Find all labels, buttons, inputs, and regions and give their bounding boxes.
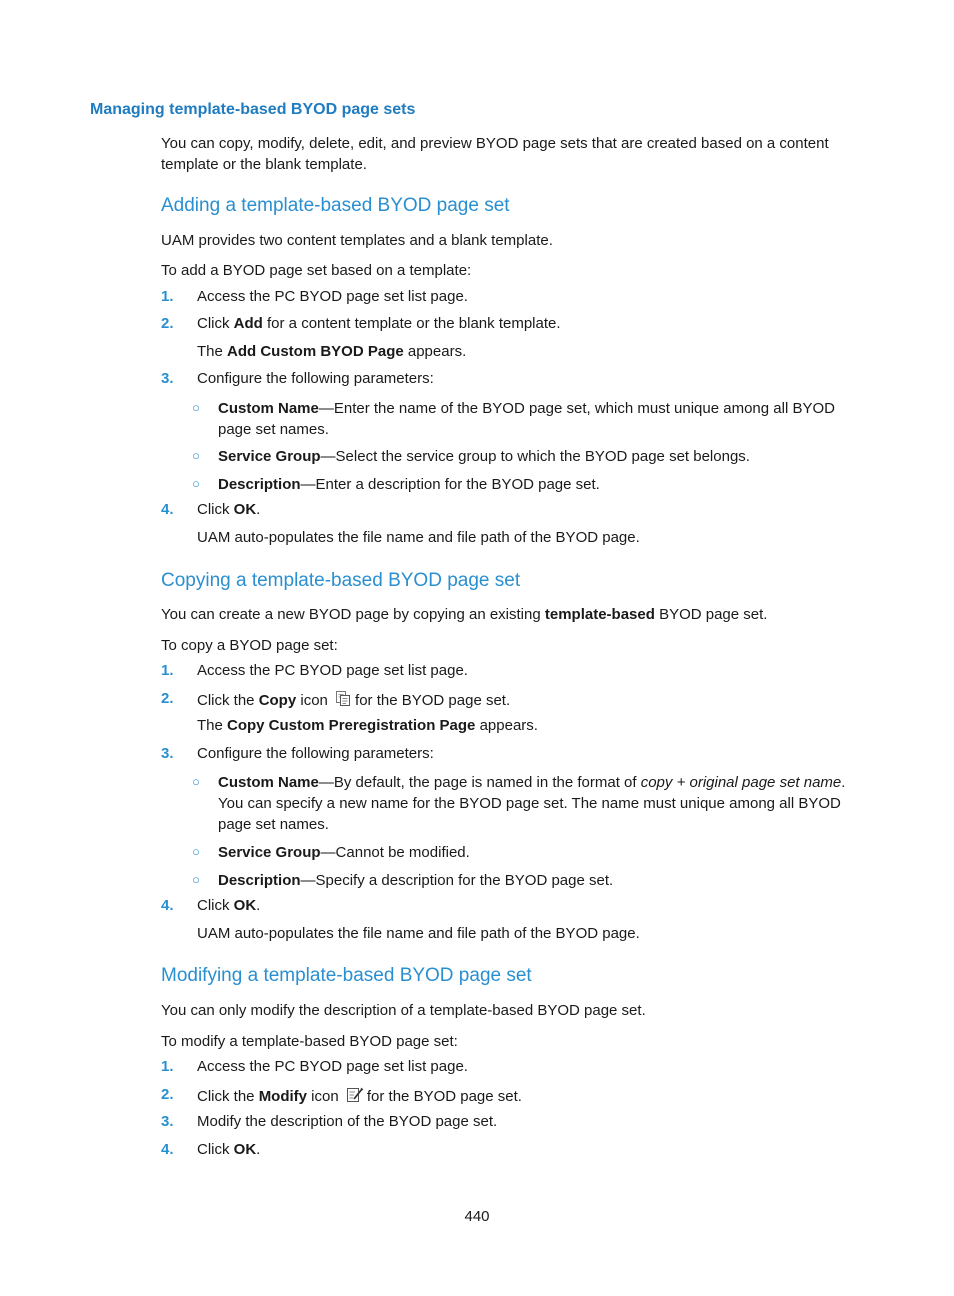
copy-icon — [335, 690, 352, 711]
bullet-icon: ○ — [192, 774, 200, 789]
adding-param-description: Description—Enter a description for the BYOD page set. — [218, 476, 600, 493]
adding-param-service-group: Service Group—Select the service group to which the BYOD page set belongs. — [218, 448, 750, 465]
adding-paragraph-2: To add a BYOD page set based on a template: — [161, 262, 472, 279]
step-number: 3. — [161, 1113, 174, 1130]
step-number: 4. — [161, 1141, 174, 1158]
modifying-paragraph-2: To modify a template-based BYOD page set: — [161, 1033, 458, 1050]
copying-step-4-note: UAM auto-populates the file name and file path of the BYOD page. — [197, 925, 640, 942]
copying-param-description: Description—Specify a description for the BYOD page set. — [218, 872, 614, 889]
copying-step-4: Click OK. — [197, 897, 261, 914]
adding-paragraph-1: UAM provides two content templates and a blank template. — [161, 232, 553, 249]
step-number: 1. — [161, 288, 174, 305]
copying-step-2-note: The Copy Custom Preregistration Page appears. — [197, 717, 538, 734]
step-number: 4. — [161, 897, 174, 914]
step-number: 3. — [161, 370, 174, 387]
adding-step-1: Access the PC BYOD page set list page. — [197, 288, 468, 305]
copying-param-custom-name: Custom Name—By default, the page is named in the format of copy + original page set name. You can specify a new name for the BYOD page set. The name must unique among all BYOD page set names. — [218, 774, 846, 833]
modifying-step-3: Modify the description of the BYOD page set. — [197, 1113, 498, 1130]
step-number: 2. — [161, 690, 174, 707]
modify-icon — [346, 1086, 364, 1107]
intro-paragraph: You can copy, modify, delete, edit, and preview BYOD page sets that are created based on a content template or the blank template. — [161, 135, 829, 173]
step-number: 4. — [161, 501, 174, 518]
adding-step-4: Click OK. — [197, 501, 261, 518]
section-title: Managing template-based BYOD page sets — [90, 101, 416, 118]
bullet-icon: ○ — [192, 476, 200, 491]
modifying-paragraph-1: You can only modify the description of a template-based BYOD page set. — [161, 1002, 646, 1019]
bullet-icon: ○ — [192, 872, 200, 887]
copying-step-3: Configure the following parameters: — [197, 745, 434, 762]
adding-param-custom-name: Custom Name—Enter the name of the BYOD page set, which must unique among all BYOD page set names. — [218, 400, 835, 438]
modifying-step-4: Click OK. — [197, 1141, 261, 1158]
copying-step-2: Click the Copy icon for the BYOD page set. — [197, 692, 511, 709]
adding-step-4-note: UAM auto-populates the file name and file path of the BYOD page. — [197, 529, 640, 546]
bullet-icon: ○ — [192, 400, 200, 415]
copying-step-1: Access the PC BYOD page set list page. — [197, 662, 468, 679]
modifying-step-1: Access the PC BYOD page set list page. — [197, 1058, 468, 1075]
bullet-icon: ○ — [192, 448, 200, 463]
step-number: 2. — [161, 1086, 174, 1103]
copying-param-service-group: Service Group—Cannot be modified. — [218, 844, 470, 861]
copying-paragraph-2: To copy a BYOD page set: — [161, 637, 338, 654]
modifying-heading: Modifying a template-based BYOD page set — [161, 965, 532, 986]
adding-heading: Adding a template-based BYOD page set — [161, 195, 510, 216]
bullet-icon: ○ — [192, 844, 200, 859]
step-number: 3. — [161, 745, 174, 762]
step-number: 1. — [161, 1058, 174, 1075]
copying-paragraph-1: You can create a new BYOD page by copying an existing template-based BYOD page set. — [161, 606, 768, 623]
step-number: 1. — [161, 662, 174, 679]
adding-step-3: Configure the following parameters: — [197, 370, 434, 387]
page-number: 440 — [464, 1208, 490, 1225]
adding-step-2: Click Add for a content template or the blank template. — [197, 315, 561, 332]
modifying-step-2: Click the Modify icon for the BYOD page set. — [197, 1088, 522, 1105]
step-number: 2. — [161, 315, 174, 332]
adding-step-2-note: The Add Custom BYOD Page appears. — [197, 343, 467, 360]
copying-heading: Copying a template-based BYOD page set — [161, 570, 521, 591]
